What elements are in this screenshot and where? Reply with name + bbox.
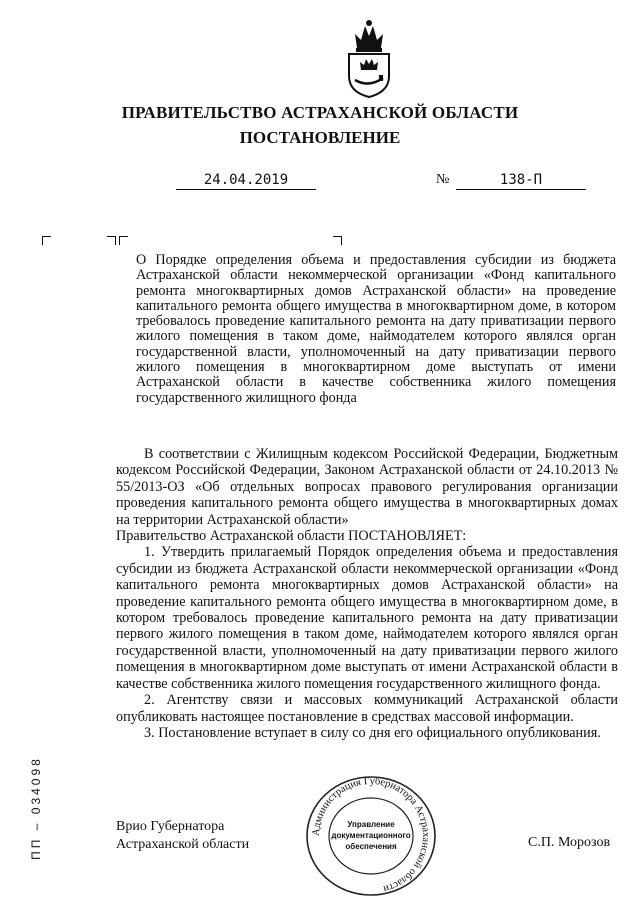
corner-mark [333,236,342,245]
corner-mark [107,236,116,245]
item-1-paragraph: 1. Утвердить прилагаемый Порядок определения объема и предоставления субсидии из бюджета Астраханской области некоммерческой организации «Фонд капитального ремонта многоквартирных домов Астраханской области» на проведение капитального ремонта общего имущества в многоквартирном доме, в котором требовалось проведение капитального ремонта на дату приватизации первого жилого помещения в таком доме, наймодателем которого являлся орган государственной власти, уполномоченный на дату приватизации первого жилого помещения в многоквартирном доме выступать от имени Астраханской области в качестве собственника жилого помещения государственного жилищного фонда. [116,544,618,692]
document-date: 24.04.2019 [176,172,316,190]
preamble-paragraph: В соответствии с Жилищным кодексом Российской Федерации, Бюджетным кодексом Российской Федерации, Законом Астраханской области от 24.10.2013 № 55/2013-ОЗ «Об отдельных вопросах правового регулирования организации проведения капитального ремонта общего имущества в многоквартирных домах на территории Астраханской области» [116,446,618,528]
document-body [116,446,618,741]
resolves-line: Правительство Астраханской области ПОСТАНОВЛЯЕТ: [116,528,467,545]
document-number: 138-П [456,172,586,190]
serial-number [6,738,66,878]
document-subject: О Порядке определения объема и предоставления субсидии из бюджета Астраханской области некоммерческой организации «Фонд капитального ремонта многоквартирных домов Астраханской области» на проведение капитального ремонта общего имущества в многоквартирном доме, в котором требовалось проведение капитального ремонта на дату приватизации первого жилого помещения в таком доме, наймодателем которого являлся орган государственной власти, уполномоченный на дату приватизации первого жилого помещения в многоквартирном доме выступать от имени Астраханской области в качестве собственника жилого помещения государственного жилищного фонда [136,252,616,406]
signer-title-line-1: Врио Губернатора [116,819,225,834]
signer-title [116,818,249,854]
stamp-center-line-3: обеспечения [345,842,397,851]
stamp-center-line-2: документационного [331,831,411,840]
organization-title: ПРАВИТЕЛЬСТВО АСТРАХАНСКОЙ ОБЛАСТИ [121,103,519,122]
corner-mark [119,236,128,245]
signer-name: С.П. Морозов [528,835,611,850]
stamp-ring-text: Администрация Губернатора Астраханской области [310,775,432,895]
serial-number-text: ПП – 034098 [29,756,43,860]
number-sign: № [436,172,450,187]
signer-title-line-2: Астраханской области [116,837,250,852]
item-3-paragraph: 3. Постановление вступает в силу со дня его официального опубликования. [144,724,601,741]
official-stamp [304,774,438,898]
document-type: ПОСТАНОВЛЕНИЕ [239,128,401,147]
corner-mark [42,236,51,245]
coat-of-arms-icon [343,18,395,98]
stamp-center-line-1: Управление [347,820,395,829]
item-2-paragraph: 2. Агентству связи и массовых коммуникаций Астраханской области опубликовать настоящее постановление в средствах массовой информации. [116,692,618,725]
